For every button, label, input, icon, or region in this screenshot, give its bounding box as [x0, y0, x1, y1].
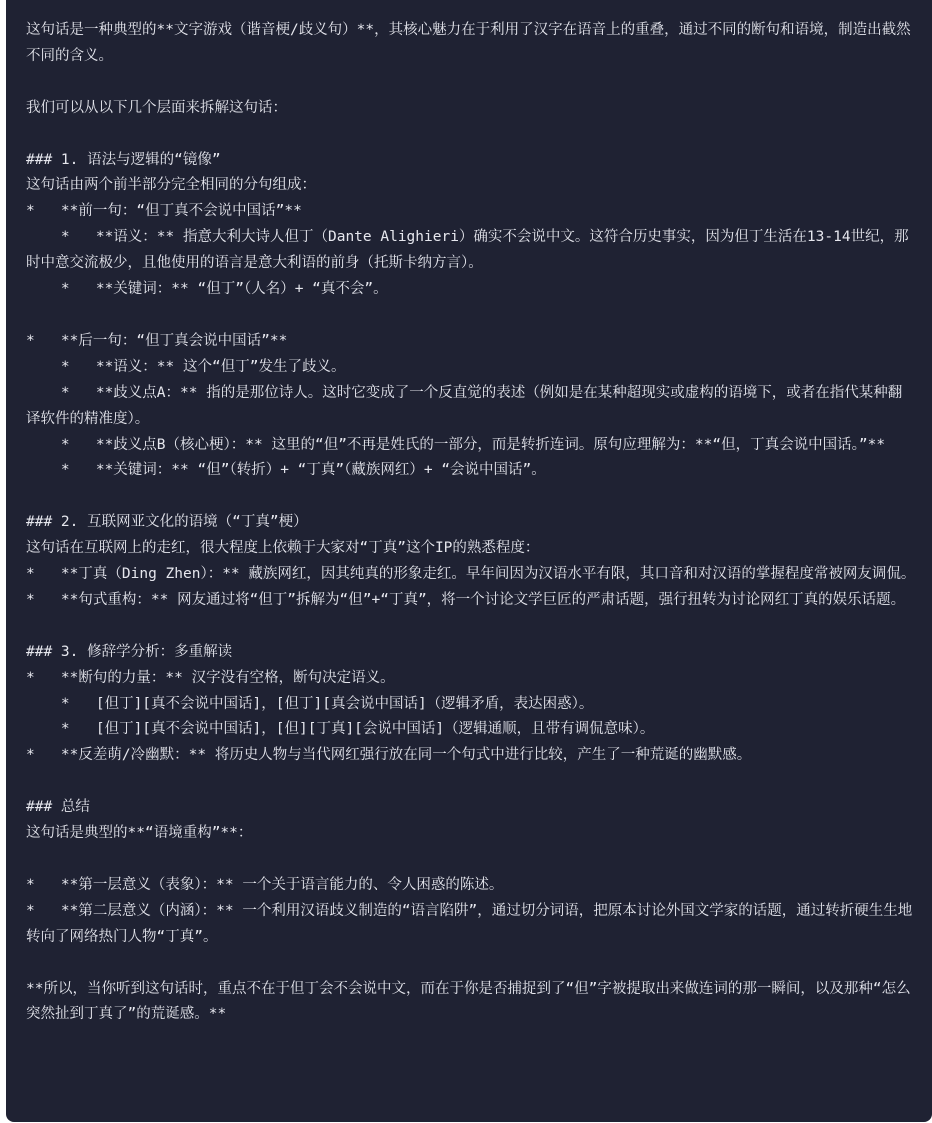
message-panel [6, 0, 932, 1122]
message-text: 这句话是一种典型的**文字游戏（谐音梗/歧义句）**，其核心魅力在于利用了汉字在语音上的重叠，通过不同的断句和语境，制造出截然不同的含义。 我们可以从以下几个层面来拆解这句话： ### 1. 语法与逻辑的“镜像” 这句话由两个前半部分完全相同的分句组成： * **前一句：“但丁真不会说中国话”** * **语义：** 指意大利大诗人但丁（Dante Alighieri）确实不会说中文。这符合历史事实，因为但丁生活在13-14世纪，那时中意交流极少，且他使用的语言是意大利语的前身（托斯卡纳方言）。 * **关键词：** “但丁”（人名）+ “真不会”。 * **后一句：“但丁真会说中国话”** * **语义：** 这个“但丁”发生了歧义。 * **歧义点A：** 指的是那位诗人。这时它变成了一个反直觉的表述（例如是在某种超现实或虚构的语境下，或者在指代某种翻译软件的精准度）。 * **歧义点B（核心梗）：** 这里的“但”不再是姓氏的一部分，而是转折连词。原句应理解为：**“但，丁真会说中国话。”** * **关键词：** “但”（转折）+ “丁真”（藏族网红）+ “会说中国话”。 ### 2. 互联网亚文化的语境（“丁真”梗） 这句话在互联网上的走红，很大程度上依赖于大家对“丁真”这个IP的熟悉程度： * **丁真（Ding Zhen）：** 藏族网红，因其纯真的形象走红。早年间因为汉语水平有限，其口音和对汉语的掌握程度常被网友调侃。 * **句式重构：** 网友通过将“但丁”拆解为“但”+“丁真”，将一个讨论文学巨匠的严肃话题，强行扭转为讨论网红丁真的娱乐话题。 ### 3. 修辞学分析：多重解读 * **断句的力量：** 汉字没有空格，断句决定语义。 * [但丁][真不会说中国话]，[但丁][真会说中国话]（逻辑矛盾，表达困惑）。 * [但丁][真不会说中国话]，[但][丁真][会说中国话]（逻辑通顺，且带有调侃意味）。 * **反差萌/冷幽默：** 将历史人物与当代网红强行放在同一个句式中进行比较，产生了一种荒诞的幽默感。 ### 总结 这句话是典型的**“语境重构”**： * **第一层意义（表象）：** 一个关于语言能力的、令人困惑的陈述。 * **第二层意义（内涵）：** 一个利用汉语歧义制造的“语言陷阱”，通过切分词语，把原本讨论外国文学家的话题，通过转折硬生生地转向了网络热门人物“丁真”。 **所以，当你听到这句话时，重点不在于但丁会不会说中文，而在于你是否捕捉到了“但”字被提取出来做连词的那一瞬间，以及那种“怎么突然扯到丁真了”的荒诞感。** [26, 22, 916, 1023]
